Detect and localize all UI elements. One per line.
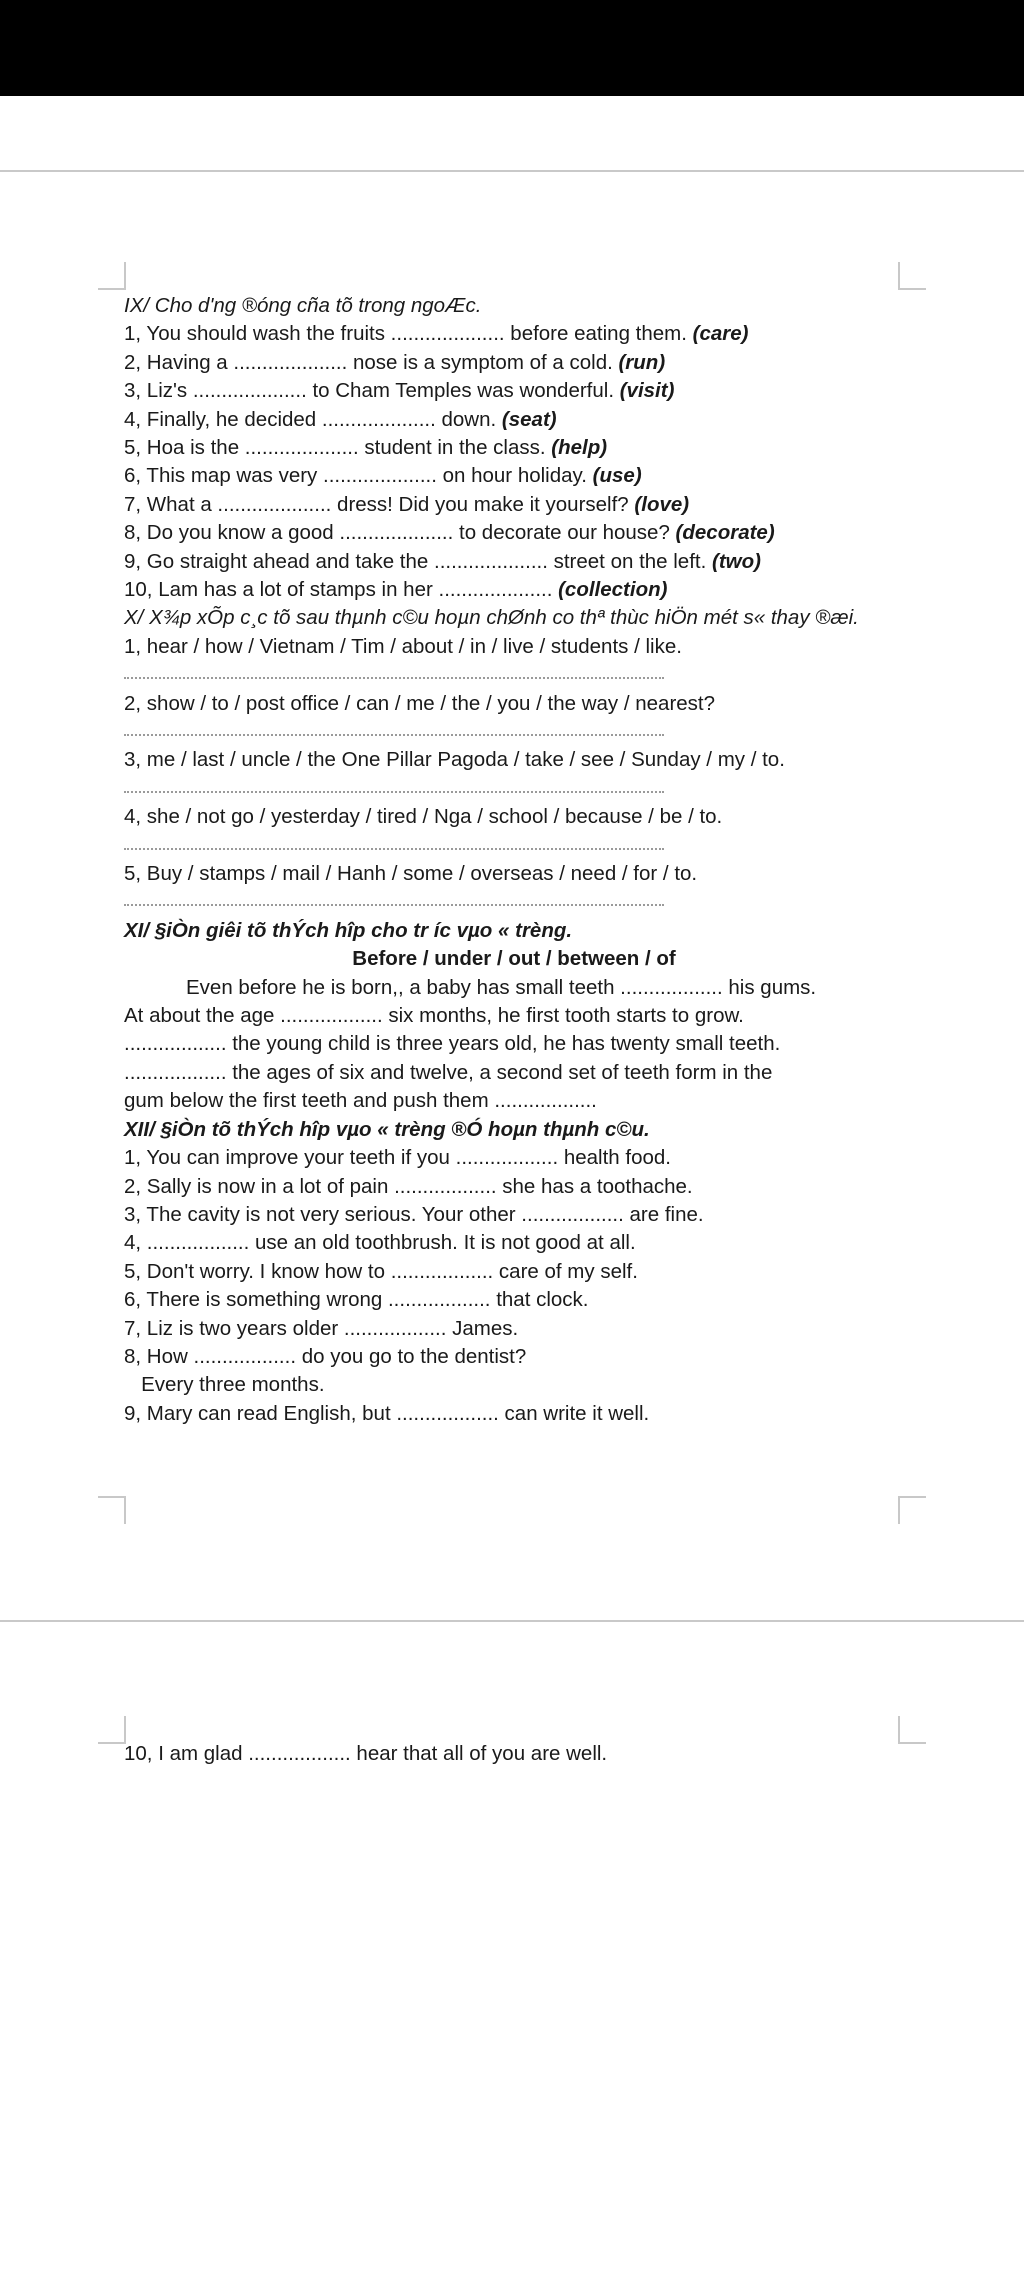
- answer-line[interactable]: [124, 775, 904, 803]
- exercise-item: 6, There is something wrong .................. that clock.: [124, 1288, 589, 1312]
- sentence-item: 1, hear / how / Vietnam / Tim / about / in / live / students / like.: [124, 634, 682, 658]
- page-corner-mark-bottom-right: [898, 1496, 926, 1524]
- exercise-item: 6, This map was very .................... on hour holiday. (use): [124, 464, 642, 488]
- exercise-item: 9, Go straight ahead and take the .................... street on the left. (two): [124, 549, 761, 573]
- exercise-item: 9, Mary can read English, but .................. can write it well.: [124, 1401, 650, 1425]
- section-9-heading: IX/ Cho d'ng ®óng cña tõ trong ngoÆc.: [124, 294, 482, 317]
- answer-line[interactable]: [124, 832, 904, 860]
- exercise-item: 5, Hoa is the .................... student in the class. (help): [124, 436, 608, 460]
- exercise-item: 2, Having a .................... nose is a symptom of a cold. (run): [124, 350, 666, 374]
- exercise-item: 10, I am glad .................. hear that all of you are well.: [124, 1742, 608, 1765]
- exercise-item: 1, You should wash the fruits .................... before eating them. (care): [124, 322, 749, 346]
- exercise-item: 3, Liz's .................... to Cham Temples was wonderful. (visit): [124, 379, 675, 403]
- passage-line: gum below the first teeth and push them ..................: [124, 1089, 597, 1113]
- passage-line: .................. the young child is three years old, he has twenty small teeth.: [124, 1032, 781, 1056]
- page-corner-mark-bottom-left: [98, 1496, 126, 1524]
- exercise-item: 5, Don't worry. I know how to .................. care of my self.: [124, 1259, 638, 1283]
- passage-line: Even before he is born,, a baby has small teeth .................. his gums.: [186, 975, 817, 999]
- page-separator-bottom: [0, 1620, 1024, 1622]
- answer-line[interactable]: [124, 661, 904, 689]
- page-separator-top: [0, 170, 1024, 172]
- word-bank: Before / under / out / between / of: [352, 947, 676, 971]
- exercise-item: 8, How .................. do you go to the dentist?: [124, 1344, 527, 1368]
- exercise-item: 1, You can improve your teeth if you .................. health food.: [124, 1146, 671, 1170]
- passage-line: At about the age .................. six months, he first tooth starts to grow.: [124, 1004, 744, 1028]
- worksheet-page-2: [124, 1740, 607, 1768]
- page-corner-mark-top-right: [898, 1716, 926, 1744]
- section-12-heading: XII/ §iÒn tõ thÝch hîp vµo « trèng ®Ó hoµn thµnh c©u.: [124, 1117, 650, 1141]
- section-9-list: [124, 320, 904, 604]
- exercise-item: 4, .................. use an old toothbrush. It is not good at all.: [124, 1231, 636, 1255]
- section-10-heading: X/ X¾p xÕp c¸c tõ sau thµnh c©u hoµn chØnh co thª thùc hiÖn mét s« thay ®æi.: [124, 606, 859, 630]
- exercise-item: 2, Sally is now in a lot of pain .................. she has a toothache.: [124, 1174, 693, 1198]
- top-black-bar: [0, 0, 1024, 96]
- sentence-item: 2, show / to / post office / can / me / the / you / the way / nearest?: [124, 691, 716, 715]
- exercise-item: 3, The cavity is not very serious. Your other .................. are fine.: [124, 1202, 704, 1226]
- worksheet-page-1: [124, 292, 904, 1428]
- exercise-item-answer: Every three months.: [124, 1373, 325, 1397]
- answer-line[interactable]: [124, 718, 904, 746]
- sentence-item: 3, me / last / uncle / the One Pillar Pagoda / take / see / Sunday / my / to.: [124, 748, 785, 772]
- sentence-item: 4, she / not go / yesterday / tired / Nga / school / because / be / to.: [124, 805, 723, 829]
- answer-line[interactable]: [124, 888, 904, 916]
- section-11-heading: XI/ §iÒn giêi tõ thÝch hîp cho tr íc vµo « trèng.: [124, 918, 573, 942]
- passage-line: .................. the ages of six and twelve, a second set of teeth form in the: [124, 1060, 773, 1084]
- exercise-item: 8, Do you know a good .................... to decorate our house? (decorate): [124, 521, 775, 545]
- page-corner-mark-top-right: [898, 262, 926, 290]
- passage: [124, 974, 904, 1116]
- page-corner-mark-top-left: [98, 1716, 126, 1744]
- exercise-item: 7, Liz is two years older .................. James.: [124, 1316, 519, 1340]
- exercise-item: 4, Finally, he decided .................... down. (seat): [124, 407, 557, 431]
- exercise-item: 10, Lam has a lot of stamps in her .................... (collection): [124, 578, 668, 602]
- exercise-item: 7, What a .................... dress! Did you make it yourself? (love): [124, 492, 690, 516]
- page-corner-mark-top-left: [98, 262, 126, 290]
- sentence-item: 5, Buy / stamps / mail / Hanh / some / overseas / need / for / to.: [124, 862, 698, 886]
